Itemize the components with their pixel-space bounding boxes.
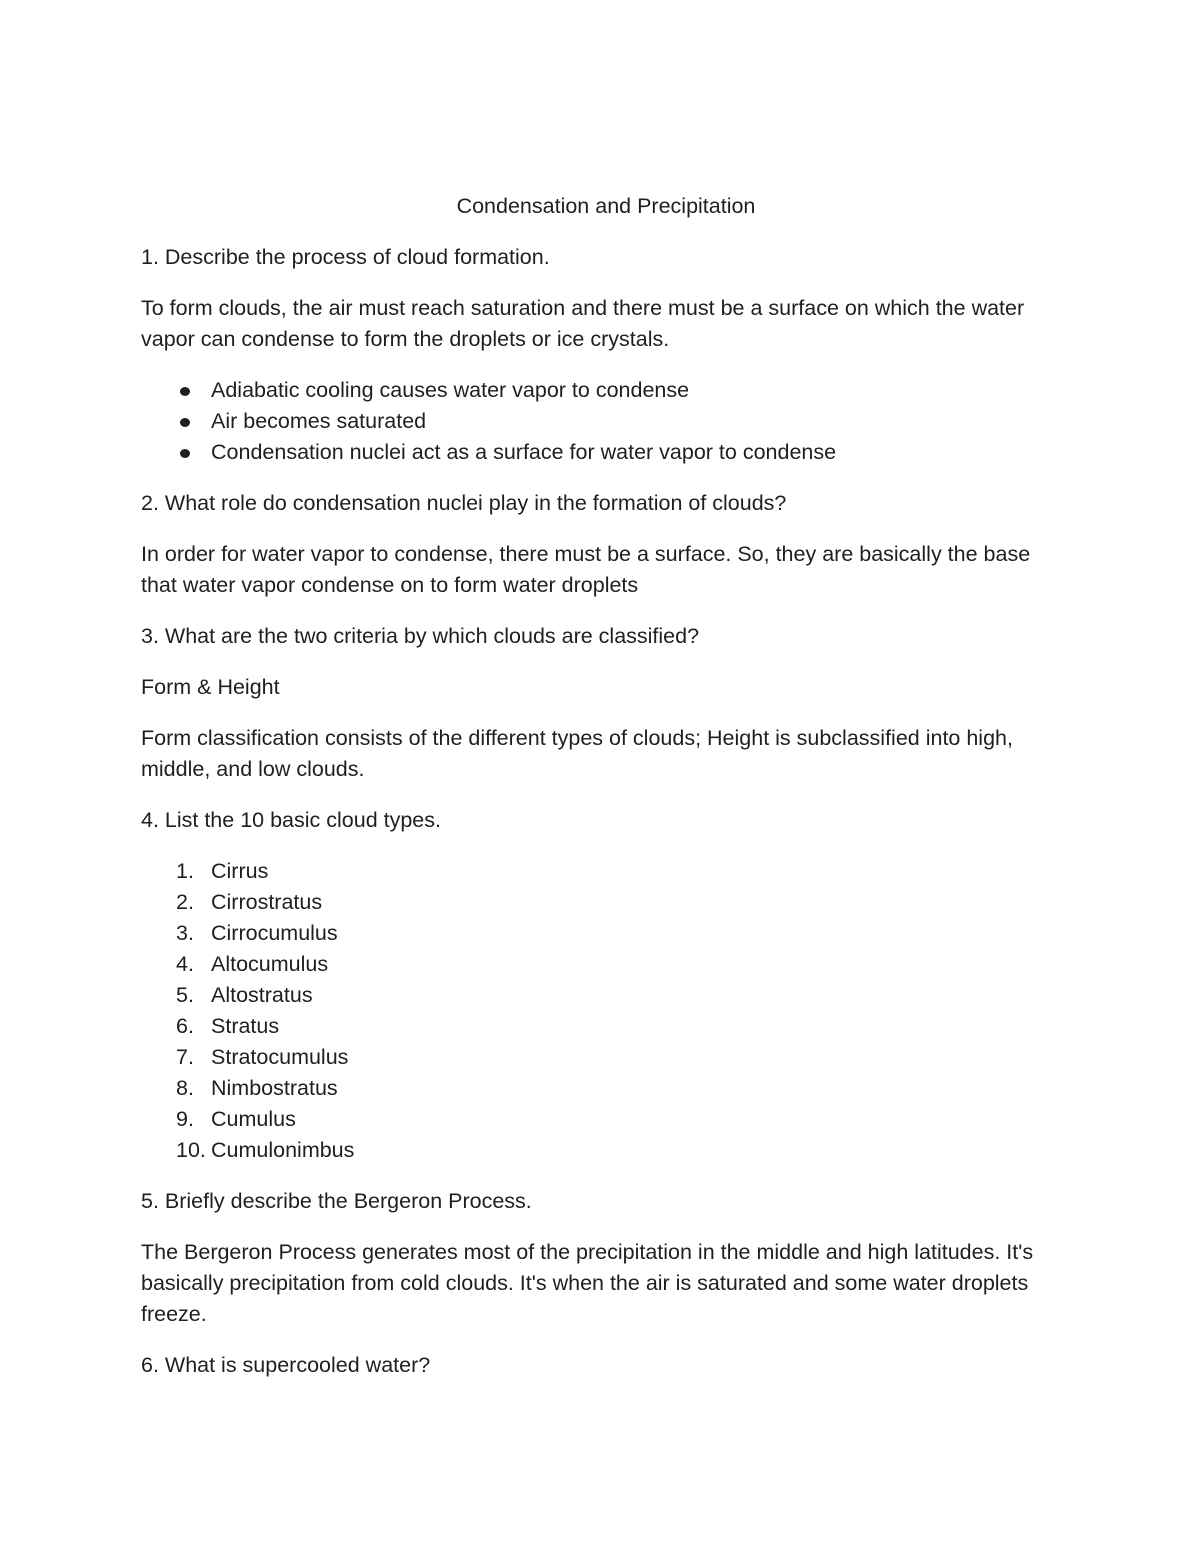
bullet-dot-icon xyxy=(180,418,190,427)
answer-1: To form clouds, the air must reach saturation and there must be a surface on which the water vapor can condense to form the droplets or ice crystals. xyxy=(141,296,1025,351)
question-6: 6. What is supercooled water? xyxy=(141,1353,431,1377)
cloud-type-item xyxy=(141,1104,1071,1135)
list-number: 3. xyxy=(176,921,194,945)
cloud-type-item xyxy=(141,949,1071,980)
cloud-type-name: Nimbostratus xyxy=(211,1076,338,1100)
bullet-dot-icon xyxy=(180,449,190,458)
bullet-dot-icon xyxy=(180,387,190,396)
cloud-type-item xyxy=(141,1042,1071,1073)
question-3: 3. What are the two criteria by which clouds are classified? xyxy=(141,624,700,648)
bullet-text: Condensation nuclei act as a surface for water vapor to condense xyxy=(211,440,837,464)
cloud-type-name: Altocumulus xyxy=(211,952,329,976)
bullet-item xyxy=(141,437,1071,468)
cloud-type-item xyxy=(141,856,1071,887)
bullet-item xyxy=(141,375,1071,406)
document-page xyxy=(141,191,1071,1401)
list-number: 10. xyxy=(176,1138,206,1162)
answer-5: The Bergeron Process generates most of the precipitation in the middle and high latitudes. It's basically precipitation from cold clouds. It's when the air is saturated and some water droplets freeze. xyxy=(141,1240,1034,1326)
list-number: 5. xyxy=(176,983,194,1007)
cloud-type-name: Altostratus xyxy=(211,983,313,1007)
cloud-type-name: Cumulonimbus xyxy=(211,1138,355,1162)
list-number: 8. xyxy=(176,1076,194,1100)
list-number: 1. xyxy=(176,859,194,883)
answer-3-short: Form & Height xyxy=(141,675,280,699)
question-2: 2. What role do condensation nuclei play in the formation of clouds? xyxy=(141,491,787,515)
bullet-item xyxy=(141,406,1071,437)
cloud-type-name: Cumulus xyxy=(211,1107,296,1131)
document-title: Condensation and Precipitation xyxy=(456,194,756,218)
list-number: 2. xyxy=(176,890,194,914)
cloud-type-name: Stratus xyxy=(211,1014,280,1038)
cloud-type-item xyxy=(141,918,1071,949)
answer-2: In order for water vapor to condense, there must be a surface. So, they are basically the base that water vapor condense on to form water droplets xyxy=(141,542,1031,597)
answer-1-bullet-list xyxy=(141,375,1071,468)
answer-3: Form classification consists of the different types of clouds; Height is subclassified into high, middle, and low clouds. xyxy=(141,726,1013,781)
cloud-type-name: Cirrostratus xyxy=(211,890,323,914)
cloud-type-item xyxy=(141,1073,1071,1104)
question-5: 5. Briefly describe the Bergeron Process. xyxy=(141,1189,532,1213)
cloud-type-item xyxy=(141,1135,1071,1166)
question-1: 1. Describe the process of cloud formation. xyxy=(141,245,550,269)
list-number: 4. xyxy=(176,952,194,976)
list-number: 9. xyxy=(176,1107,194,1131)
cloud-type-item xyxy=(141,887,1071,918)
cloud-types-list xyxy=(141,856,1071,1166)
cloud-type-name: Cirrus xyxy=(211,859,269,883)
bullet-text: Adiabatic cooling causes water vapor to condense xyxy=(211,378,690,402)
list-number: 6. xyxy=(176,1014,194,1038)
list-number: 7. xyxy=(176,1045,194,1069)
cloud-type-item xyxy=(141,980,1071,1011)
cloud-type-name: Cirrocumulus xyxy=(211,921,338,945)
cloud-type-name: Stratocumulus xyxy=(211,1045,349,1069)
question-4: 4. List the 10 basic cloud types. xyxy=(141,808,441,832)
cloud-type-item xyxy=(141,1011,1071,1042)
bullet-text: Air becomes saturated xyxy=(211,409,427,433)
